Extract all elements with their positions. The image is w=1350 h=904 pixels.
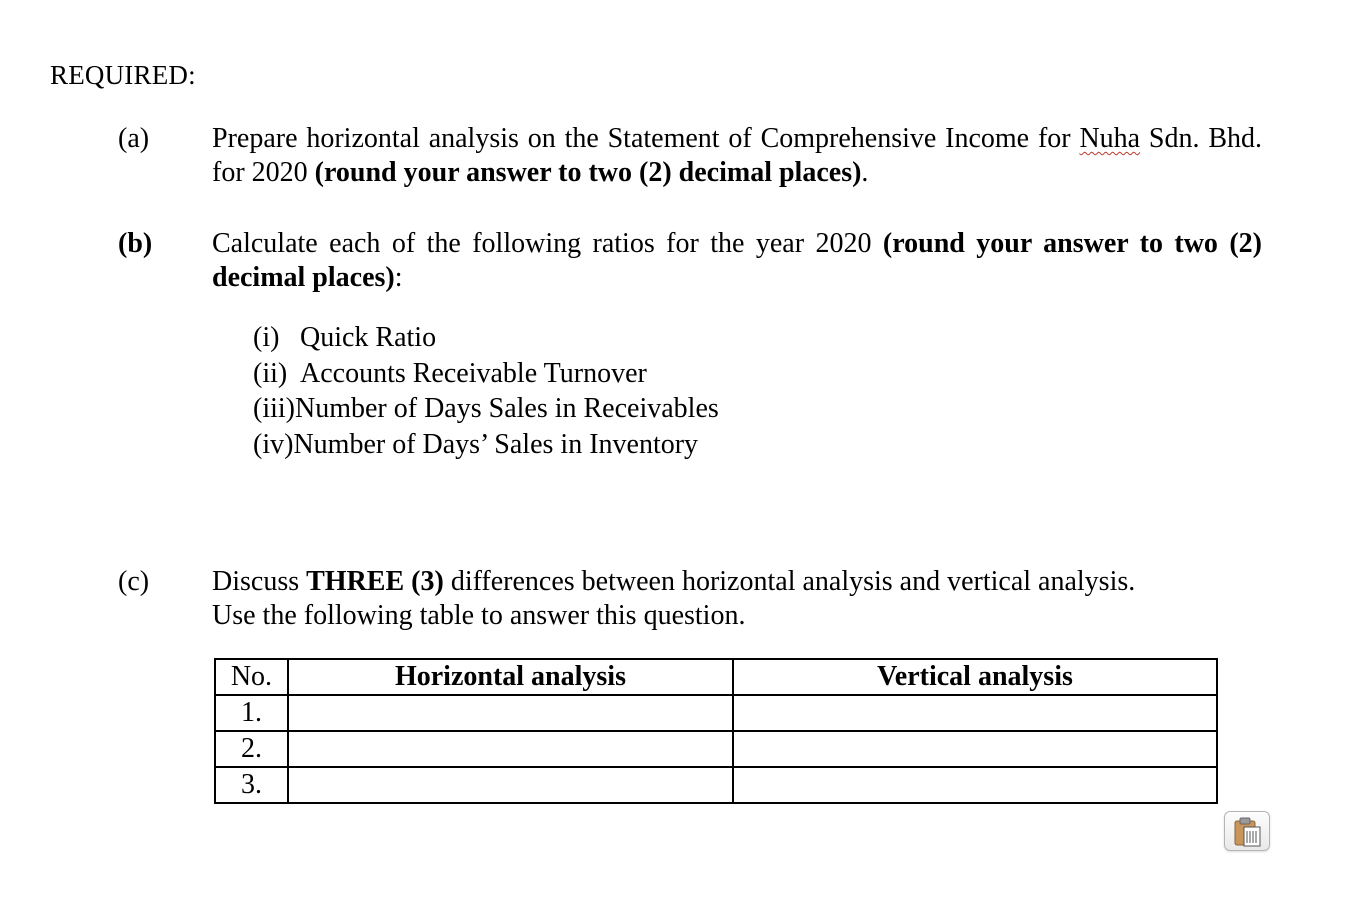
table-row (215, 767, 1217, 803)
paste-options-button[interactable] (1224, 811, 1270, 851)
table-header-row (215, 659, 1217, 695)
horizontal-answer-cell[interactable] (288, 767, 733, 803)
vertical-answer-cell[interactable] (733, 767, 1217, 803)
required-heading: REQUIRED: (50, 60, 196, 90)
question-a-text: Prepare horizontal analysis on the Statement of Comprehensive Income for Nuha Sdn. Bhd. for 2020 (round your answer to two (2) decimal places). (212, 123, 1263, 188)
clipboard-icon (1233, 816, 1263, 848)
column-header-no: No. (215, 659, 288, 695)
horizontal-answer-cell[interactable] (288, 731, 733, 767)
ratio-item: (iii)Number of Days Sales in Receivables (253, 393, 719, 424)
ratio-item: (iv)Number of Days’ Sales in Inventory (253, 428, 699, 460)
horizontal-answer-cell[interactable] (288, 695, 733, 731)
question-b-label: (b) (118, 228, 153, 259)
table-row (215, 695, 1217, 731)
question-c-label: (c) (118, 566, 150, 597)
question-c-text: Discuss THREE (3) differences between horizontal analysis and vertical analysis. Use the following table to answer this question. (212, 566, 1136, 631)
question-b-text: Calculate each of the following ratios for the year 2020 (round your answer to two (2) decimal places): (212, 228, 1262, 293)
row-number: 1. (215, 695, 288, 731)
table-row (215, 731, 1217, 767)
vertical-answer-cell[interactable] (733, 731, 1217, 767)
spellcheck-flagged-word[interactable]: Nuha (1079, 123, 1141, 154)
row-number: 2. (215, 731, 288, 767)
column-header-vertical: Vertical analysis (733, 659, 1217, 695)
column-header-horizontal: Horizontal analysis (288, 659, 733, 695)
question-a-label: (a) (118, 123, 150, 154)
answer-table (214, 658, 1218, 804)
ratio-list (253, 320, 719, 462)
vertical-answer-cell[interactable] (733, 695, 1217, 731)
ratio-item: (i) Quick Ratio (253, 322, 437, 353)
ratio-item: (ii) Accounts Receivable Turnover (253, 357, 647, 389)
row-number: 3. (215, 767, 288, 803)
